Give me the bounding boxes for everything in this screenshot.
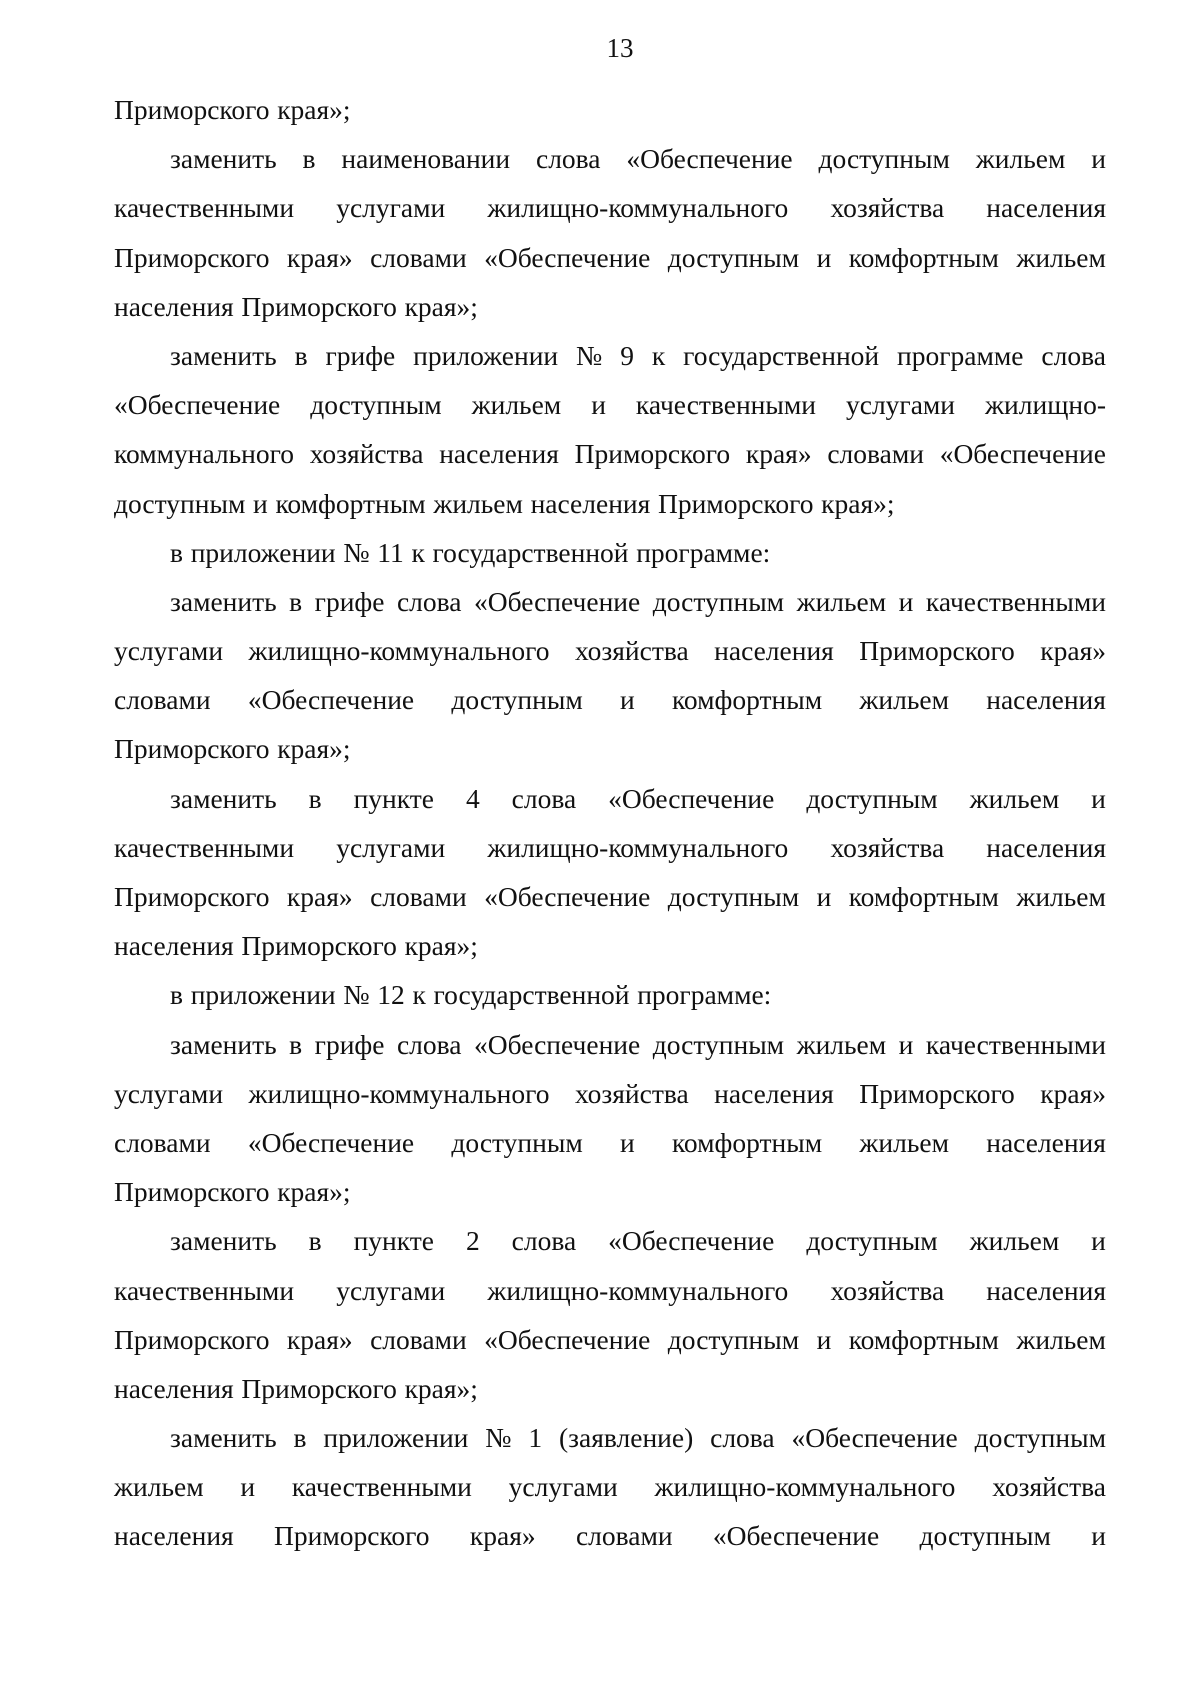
text-line: заменить в грифе слова «Обеспечение доступным жильем и качественными: [170, 585, 1106, 617]
text-line: населения Приморского края»;: [114, 1372, 478, 1404]
text-line: в приложении № 11 к государственной программе:: [170, 536, 771, 568]
text-line: словами «Обеспечение доступным и комфортным жильем населения: [114, 1126, 1106, 1158]
text-line: заменить в грифе приложении № 9 к государственной программе слова: [170, 339, 1106, 371]
document-body: [114, 85, 1106, 1561]
text-line: заменить в пункте 4 слова «Обеспечение доступным жильем и: [170, 782, 1106, 814]
text-line: населения Приморского края» словами «Обеспечение доступным и: [114, 1520, 1106, 1552]
text-line: населения Приморского края»;: [114, 290, 478, 322]
text-line: качественными услугами жилищно-коммунального хозяйства населения: [114, 1274, 1106, 1306]
text-line: жильем и качественными услугами жилищно-коммунального хозяйства: [114, 1471, 1106, 1503]
text-line: словами «Обеспечение доступным и комфортным жильем населения: [114, 684, 1106, 716]
text-line: Приморского края» словами «Обеспечение доступным и комфортным жильем: [114, 1323, 1106, 1355]
text-line: услугами жилищно-коммунального хозяйства населения Приморского края»: [114, 1077, 1106, 1109]
text-line: Приморского края» словами «Обеспечение доступным и комфортным жильем: [114, 881, 1106, 912]
text-line: качественными услугами жилищно-коммунального хозяйства населения: [114, 831, 1106, 863]
text-line: заменить в приложении № 1 (заявление) слова «Обеспечение доступным: [170, 1422, 1106, 1454]
text-line: качественными услугами жилищно-коммунального хозяйства населения: [114, 192, 1106, 224]
text-line: «Обеспечение доступным жильем и качественными услугами жилищно-: [114, 389, 1106, 421]
text-line: заменить в грифе слова «Обеспечение доступным жильем и качественными: [170, 1028, 1106, 1060]
text-line: Приморского края»;: [114, 94, 351, 125]
text-line: заменить в пункте 2 слова «Обеспечение доступным жильем и: [170, 1225, 1106, 1257]
text-line: услугами жилищно-коммунального хозяйства населения Приморского края»: [114, 635, 1106, 667]
text-line: Приморского края» словами «Обеспечение доступным и комфортным жильем: [114, 241, 1106, 273]
text-line: населения Приморского края»;: [114, 930, 478, 962]
text-line: Приморского края»;: [114, 1176, 351, 1208]
text-line: в приложении № 12 к государственной программе:: [170, 979, 772, 1011]
text-line: Приморского края»;: [114, 733, 351, 765]
text-line: заменить в наименовании слова «Обеспечение доступным жильем и: [170, 143, 1106, 175]
text-line: доступным и комфортным жильем населения Приморского края»;: [114, 487, 895, 519]
text-line: коммунального хозяйства населения Приморского края» словами «Обеспечение: [114, 438, 1106, 470]
page-number: 13: [606, 33, 634, 63]
